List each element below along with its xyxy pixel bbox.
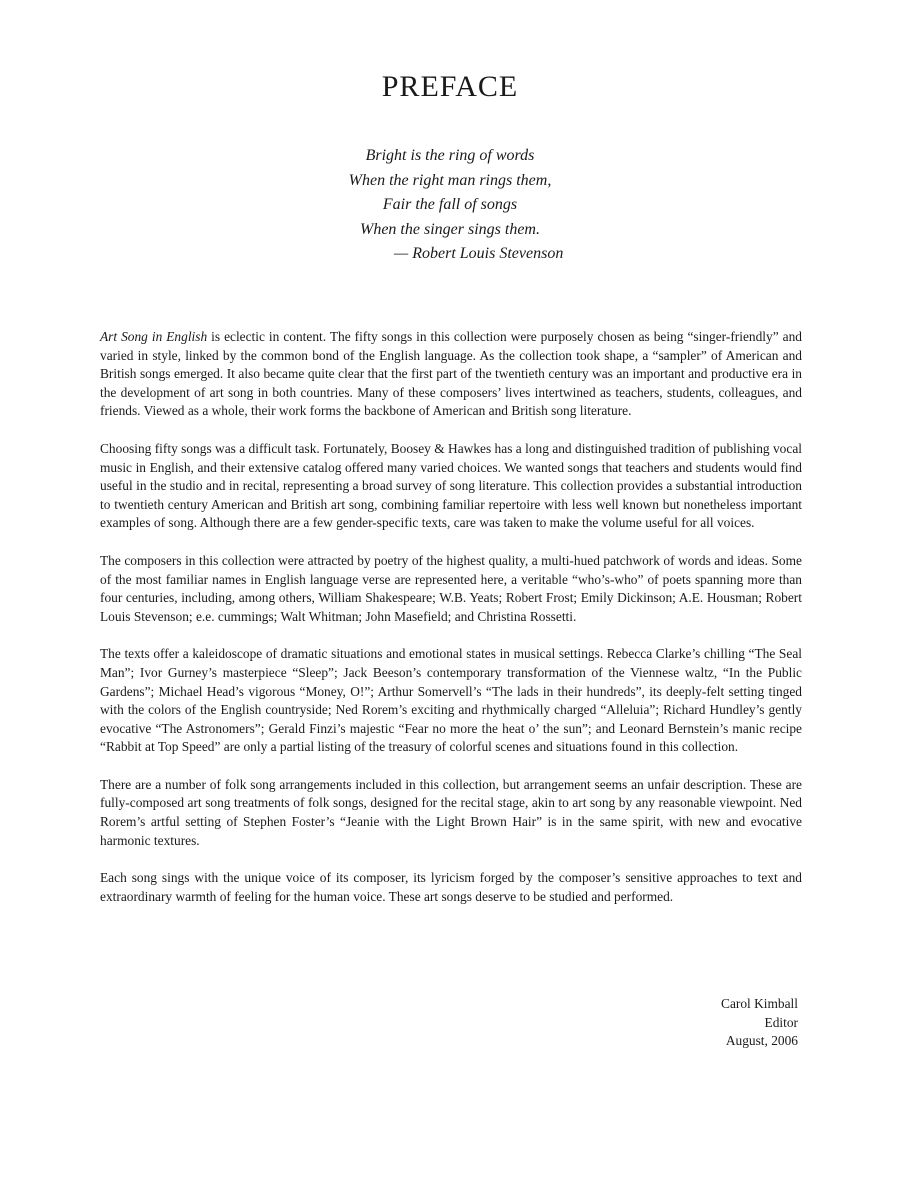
paragraph-text: Choosing fifty songs was a difficult task. Fortunately, Boosey & Hawkes has a long and distinguished tradition of publishing vocal music in English, and their extensive catalog offered many varied choices. We wanted songs that teachers and students would find useful in the studio and in recital, representing a broad survey of song literature. This collection provides a substantial introduction to twentieth century American and British art song, combining familiar repertoire with less well known but nonetheless important examples of song. Although there are a few gender-specific texts, care was taken to make the volume useful for all voices. bbox=[100, 440, 802, 531]
paragraph-text: is eclectic in content. The fifty songs in this collection were purposely chosen as being “singer-friendly” and varied in style, linked by the common bond of the English language. As the collection took shape, a “sampler” of American and British songs emerged. It also became quite clear that the first part of the twentieth century was an important and productive era in the development of art song in both countries. Many of these composers’ lives intertwined as teachers, students, colleagues, and friends. Viewed as a whole, their work forms the backbone of American and British song literature. bbox=[100, 329, 802, 419]
book-title: Art Song in English bbox=[100, 329, 208, 344]
paragraph-text: There are a number of folk song arrangements included in this collection, but arrangement seems an unfair description. These are fully-composed art song treatments of folk songs, designed for the recital stage, akin to art song by any reasonable viewpoint. Ned Rorem’s artful setting of Stephen Foster’s “Jeanie with the Light Brown Hair” is in the same spirit, with new and evocative harmonic textures. bbox=[100, 776, 802, 848]
epigraph-line: When the singer sings them. bbox=[360, 220, 540, 238]
paragraph bbox=[100, 869, 802, 906]
paragraph-text: The texts offer a kaleidoscope of dramatic situations and emotional states in musical settings. Rebecca Clarke’s chilling “The Seal Man”; Ivor Gurney’s masterpiece “Sleep”; Jack Beeson’s contemporary transformation of the Viennese waltz, “In the Public Gardens”; Michael Head’s vigorous “Money, O!”; Arthur Somervell’s “The lads in their hundreds”, its deeply-felt setting tinged with the colors of the English countryside; Ned Rorem’s exciting and rhythmically charged “Alleluia”; Richard Hundley’s gently evocative “The Astronomers”; Gerald Finzi’s majestic “Fear no more the heat o’ the sun”; and Leonard Bernstein’s manic recipe “Rabbit at Top Speed” are only a partial listing of the treasury of colorful scenes and situations found in this collection. bbox=[100, 646, 802, 755]
signature-role: Editor bbox=[764, 1014, 798, 1030]
paragraph-text: The composers in this collection were attracted by poetry of the highest quality, a multi-hued patchwork of words and ideas. Some of the most familiar names in English language verse are represented here, a veritable “who’s-who” of poets spanning more than four centuries, including, among others, William Shakespeare; W.B. Yeats; Robert Frost; Emily Dickinson; A.E. Housman; Robert Louis Stevenson; e.e. cummings; Walt Whitman; John Masefield; and Christina Rossetti. bbox=[100, 552, 802, 624]
epigraph-attribution: — Robert Louis Stevenson bbox=[394, 245, 564, 262]
paragraph bbox=[100, 328, 802, 421]
page-title: PREFACE bbox=[381, 70, 519, 103]
signature-block bbox=[721, 995, 798, 1051]
epigraph-line: Fair the fall of songs bbox=[382, 196, 518, 213]
signature-date: August, 2006 bbox=[725, 1033, 798, 1049]
signature-name: Carol Kimball bbox=[721, 996, 798, 1011]
paragraph bbox=[100, 776, 802, 850]
preface-body bbox=[100, 328, 802, 925]
epigraph-line: Bright is the ring of words bbox=[365, 147, 535, 164]
epigraph-line: When the right man rings them, bbox=[348, 171, 552, 189]
paragraph-text: Each song sings with the unique voice of its composer, its lyricism forged by the composer’s sensitive approaches to text and extraordinary warmth of feeling for the human voice. These art songs deserve to be studied and performed. bbox=[100, 870, 802, 904]
paragraph bbox=[100, 440, 802, 533]
paragraph bbox=[100, 552, 802, 626]
epigraph bbox=[0, 144, 900, 267]
paragraph bbox=[100, 645, 802, 757]
